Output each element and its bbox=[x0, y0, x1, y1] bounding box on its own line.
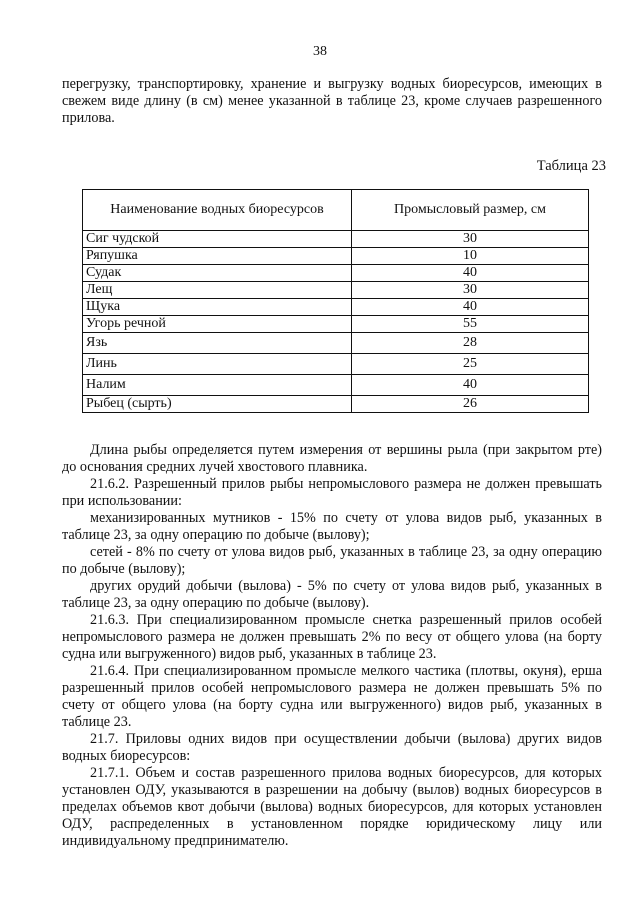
table-header-row bbox=[83, 190, 589, 231]
size-cell: 40 bbox=[352, 299, 589, 316]
table-row bbox=[83, 316, 589, 333]
species-cell: Сиг чудской bbox=[83, 231, 352, 248]
paragraph-21-6-3: 21.6.3. При специализированном промысле снетка разрешенный прилов особей непромыслового размера не должен превышать 2% по весу от общего улова (на борту судна или выгруженного) видов рыб, указанных в таблице 23. bbox=[62, 612, 602, 662]
paragraph-trawls: механизированных мутников - 15% по счету от улова видов рыб, указанных в таблице 23, за одну операцию по добыче (вылову); bbox=[62, 510, 602, 543]
size-cell: 25 bbox=[352, 354, 589, 375]
header-size: Промысловый размер, см bbox=[352, 190, 589, 231]
table-row bbox=[83, 282, 589, 299]
table-row bbox=[83, 396, 589, 413]
species-cell: Угорь речной bbox=[83, 316, 352, 333]
size-table bbox=[82, 189, 589, 413]
body-text bbox=[62, 442, 602, 850]
species-cell: Судак bbox=[83, 265, 352, 282]
species-cell: Лещ bbox=[83, 282, 352, 299]
size-cell: 40 bbox=[352, 265, 589, 282]
species-cell: Налим bbox=[83, 375, 352, 396]
header-species: Наименование водных биоресурсов bbox=[83, 190, 352, 231]
table-row bbox=[83, 299, 589, 316]
species-cell: Язь bbox=[83, 333, 352, 354]
page-number: 38 bbox=[313, 44, 327, 59]
paragraph-nets: сетей - 8% по счету от улова видов рыб, указанных в таблице 23, за одну операцию по добыче (вылову); bbox=[62, 544, 602, 577]
paragraph-21-7: 21.7. Приловы одних видов при осуществлении добычи (вылова) других видов водных биоресурсов: bbox=[62, 731, 602, 764]
size-cell: 10 bbox=[352, 248, 589, 265]
table-row bbox=[83, 265, 589, 282]
size-cell: 28 bbox=[352, 333, 589, 354]
paragraph-fish-length: Длина рыбы определяется путем измерения от вершины рыла (при закрытом рте) до основания средних лучей хвостового плавника. bbox=[62, 442, 602, 475]
paragraph-other-gear: других орудий добычи (вылова) - 5% по счету от улова видов рыб, указанных в таблице 23, за одну операцию по добыче (вылову). bbox=[62, 578, 602, 611]
species-cell: Ряпушка bbox=[83, 248, 352, 265]
size-cell: 26 bbox=[352, 396, 589, 413]
size-cell: 55 bbox=[352, 316, 589, 333]
paragraph-21-6-4: 21.6.4. При специализированном промысле мелкого частика (плотвы, окуня), ерша разрешенный прилов особей непромыслового размера не должен превышать 5% по счету от общего улова (на борту судна или выгруженного) видов рыб, указанных в таблице 23. bbox=[62, 663, 602, 730]
paragraph-21-7-1: 21.7.1. Объем и состав разрешенного прилова водных биоресурсов, для которых установлен ОДУ, указываются в разрешении на добычу (вылов) водных биоресурсов в пределах объемов квот добычи (вылова) водных биоресурсов, для которых установлен ОДУ, распределенных в установленном порядке юридическому лицу или индивидуальному предпринимателю. bbox=[62, 765, 602, 849]
table-row bbox=[83, 333, 589, 354]
table-row bbox=[83, 375, 589, 396]
paragraph-21-6-2: 21.6.2. Разрешенный прилов рыбы непромыслового размера не должен превышать при использовании: bbox=[62, 476, 602, 509]
size-cell: 30 bbox=[352, 231, 589, 248]
table-caption: Таблица 23 bbox=[536, 158, 606, 174]
intro-paragraph: перегрузку, транспортировку, хранение и выгрузку водных биоресурсов, имеющих в свежем виде длину (в см) менее указанной в таблице 23, кроме случаев разрешенного прилова. bbox=[62, 76, 602, 126]
species-cell: Щука bbox=[83, 299, 352, 316]
table-row bbox=[83, 231, 589, 248]
table-row bbox=[83, 354, 589, 375]
species-cell: Линь bbox=[83, 354, 352, 375]
species-cell: Рыбец (сырть) bbox=[83, 396, 352, 413]
size-cell: 40 bbox=[352, 375, 589, 396]
size-cell: 30 bbox=[352, 282, 589, 299]
table-row bbox=[83, 248, 589, 265]
